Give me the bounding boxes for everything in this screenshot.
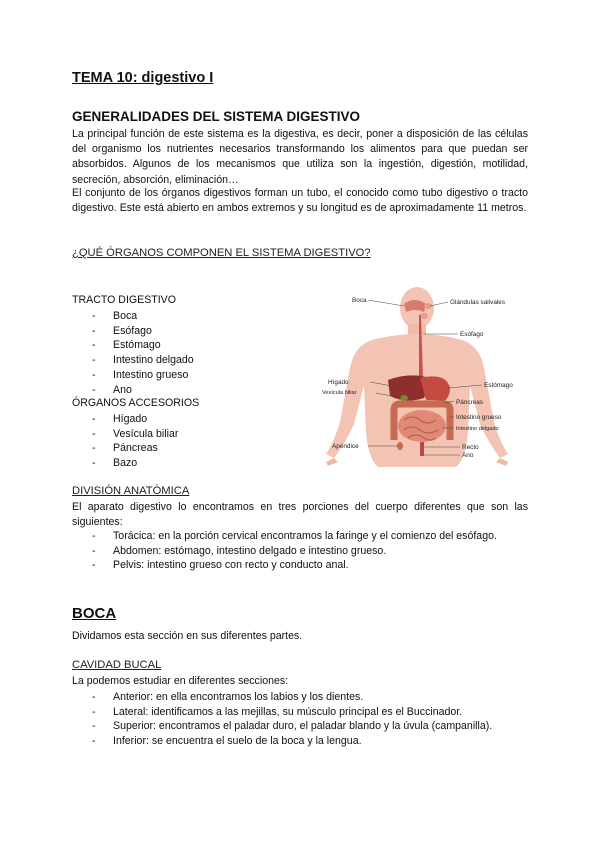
list-item: - Estómago bbox=[92, 339, 161, 352]
label-ano: Ano bbox=[462, 452, 474, 459]
list-item: - Ano bbox=[92, 383, 132, 396]
label-int-delgado: Intestino delgado bbox=[456, 426, 499, 432]
paragraph-division: El aparato digestivo lo encontramos en tres porciones del cuerpo diferentes que son las siguientes: bbox=[72, 501, 528, 529]
list-item: - Vesícula biliar bbox=[92, 427, 179, 440]
list-item: - Inferior: se encuentra el suelo de la boca y la lengua. bbox=[92, 735, 362, 748]
accesorios-label: ÓRGANOS ACCESORIOS bbox=[72, 397, 200, 409]
tracto-label: TRACTO DIGESTIVO bbox=[72, 294, 176, 306]
list-item: - Intestino grueso bbox=[92, 368, 189, 381]
list-item: - Intestino delgado bbox=[92, 354, 194, 367]
label-glandulas: Glándulas salivales bbox=[450, 299, 506, 306]
label-boca: Boca bbox=[352, 297, 367, 304]
list-item: - Abdomen: estómago, intestino delgado e intestino grueso. bbox=[92, 544, 387, 557]
list-item: - Anterior: en ella encontramos los labios y los dientes. bbox=[92, 691, 364, 703]
paragraph-cavidad: La podemos estudiar en diferentes secciones: bbox=[72, 675, 289, 687]
section-heading-generalidades: GENERALIDADES DEL SISTEMA DIGESTIVO bbox=[72, 109, 361, 124]
label-esofago: Esófago bbox=[460, 331, 484, 338]
label-higado: Hígado bbox=[328, 379, 349, 386]
list-item: - Bazo bbox=[92, 457, 138, 470]
paragraph-tubo: El conjunto de los órganos digestivos forman un tubo, el conocido como tubo digestivo o tracto digestivo. Este está abierto en ambos extremos y su longitud es de aproximadamente 11 metros. bbox=[72, 187, 528, 215]
label-estomago: Estómago bbox=[484, 382, 513, 389]
salivary-gland bbox=[420, 313, 428, 319]
label-pancreas: Páncreas bbox=[456, 399, 483, 406]
rectum bbox=[420, 442, 424, 456]
document-title: TEMA 10: digestivo I bbox=[72, 70, 214, 86]
list-item: - Boca bbox=[92, 310, 138, 322]
section-heading-cavidad: CAVIDAD BUCAL bbox=[72, 659, 162, 671]
list-item: - Pelvis: intestino grueso con recto y conducto anal. bbox=[92, 559, 349, 572]
list-item: - Páncreas bbox=[92, 442, 158, 455]
section-heading-division: DIVISIÓN ANATÓMICA bbox=[72, 485, 190, 497]
label-vesicula: Vesícula biliar bbox=[322, 390, 357, 396]
list-item: - Superior: encontramos el paladar duro, el paladar blando y la úvula (campanilla). bbox=[92, 720, 493, 733]
list-item: - Hígado bbox=[92, 413, 148, 425]
list-item: - Torácica: en la porción cervical encontramos la faringe y el comienzo del esófago. bbox=[92, 530, 497, 542]
paragraph-boca: Dividamos esta sección en sus diferentes partes. bbox=[72, 630, 303, 642]
label-int-grueso: Intestino grueso bbox=[456, 414, 502, 421]
digestive-system-figure bbox=[320, 282, 535, 467]
accesorios-list bbox=[92, 412, 178, 471]
label-apendice: Apéndice bbox=[332, 443, 359, 450]
list-item: - Lateral: identificamos a las mejillas, su músculo principal es el Buccinador. bbox=[92, 705, 463, 718]
paragraph-funcion: La principal función de este sistema es la digestiva, es decir, poner a disposición de las células del organismo los nutrientes necesarios transformando los alimentos para que puedan ser absorbidos. Algunos de los mecanismos que utiliza son la ingestión, digestión, motilidad, secreción, absorción, eliminación… bbox=[72, 128, 528, 186]
tracto-list bbox=[92, 309, 194, 397]
small-intestine bbox=[398, 410, 446, 442]
label-recto: Recto bbox=[462, 444, 479, 451]
section-heading-organos: ¿QUÉ ÓRGANOS COMPONEN EL SISTEMA DIGESTIVO? bbox=[72, 247, 371, 259]
list-item: - Esófago bbox=[92, 324, 152, 337]
cavidad-list bbox=[92, 690, 492, 749]
division-list bbox=[92, 529, 497, 573]
section-heading-boca: BOCA bbox=[72, 605, 117, 622]
